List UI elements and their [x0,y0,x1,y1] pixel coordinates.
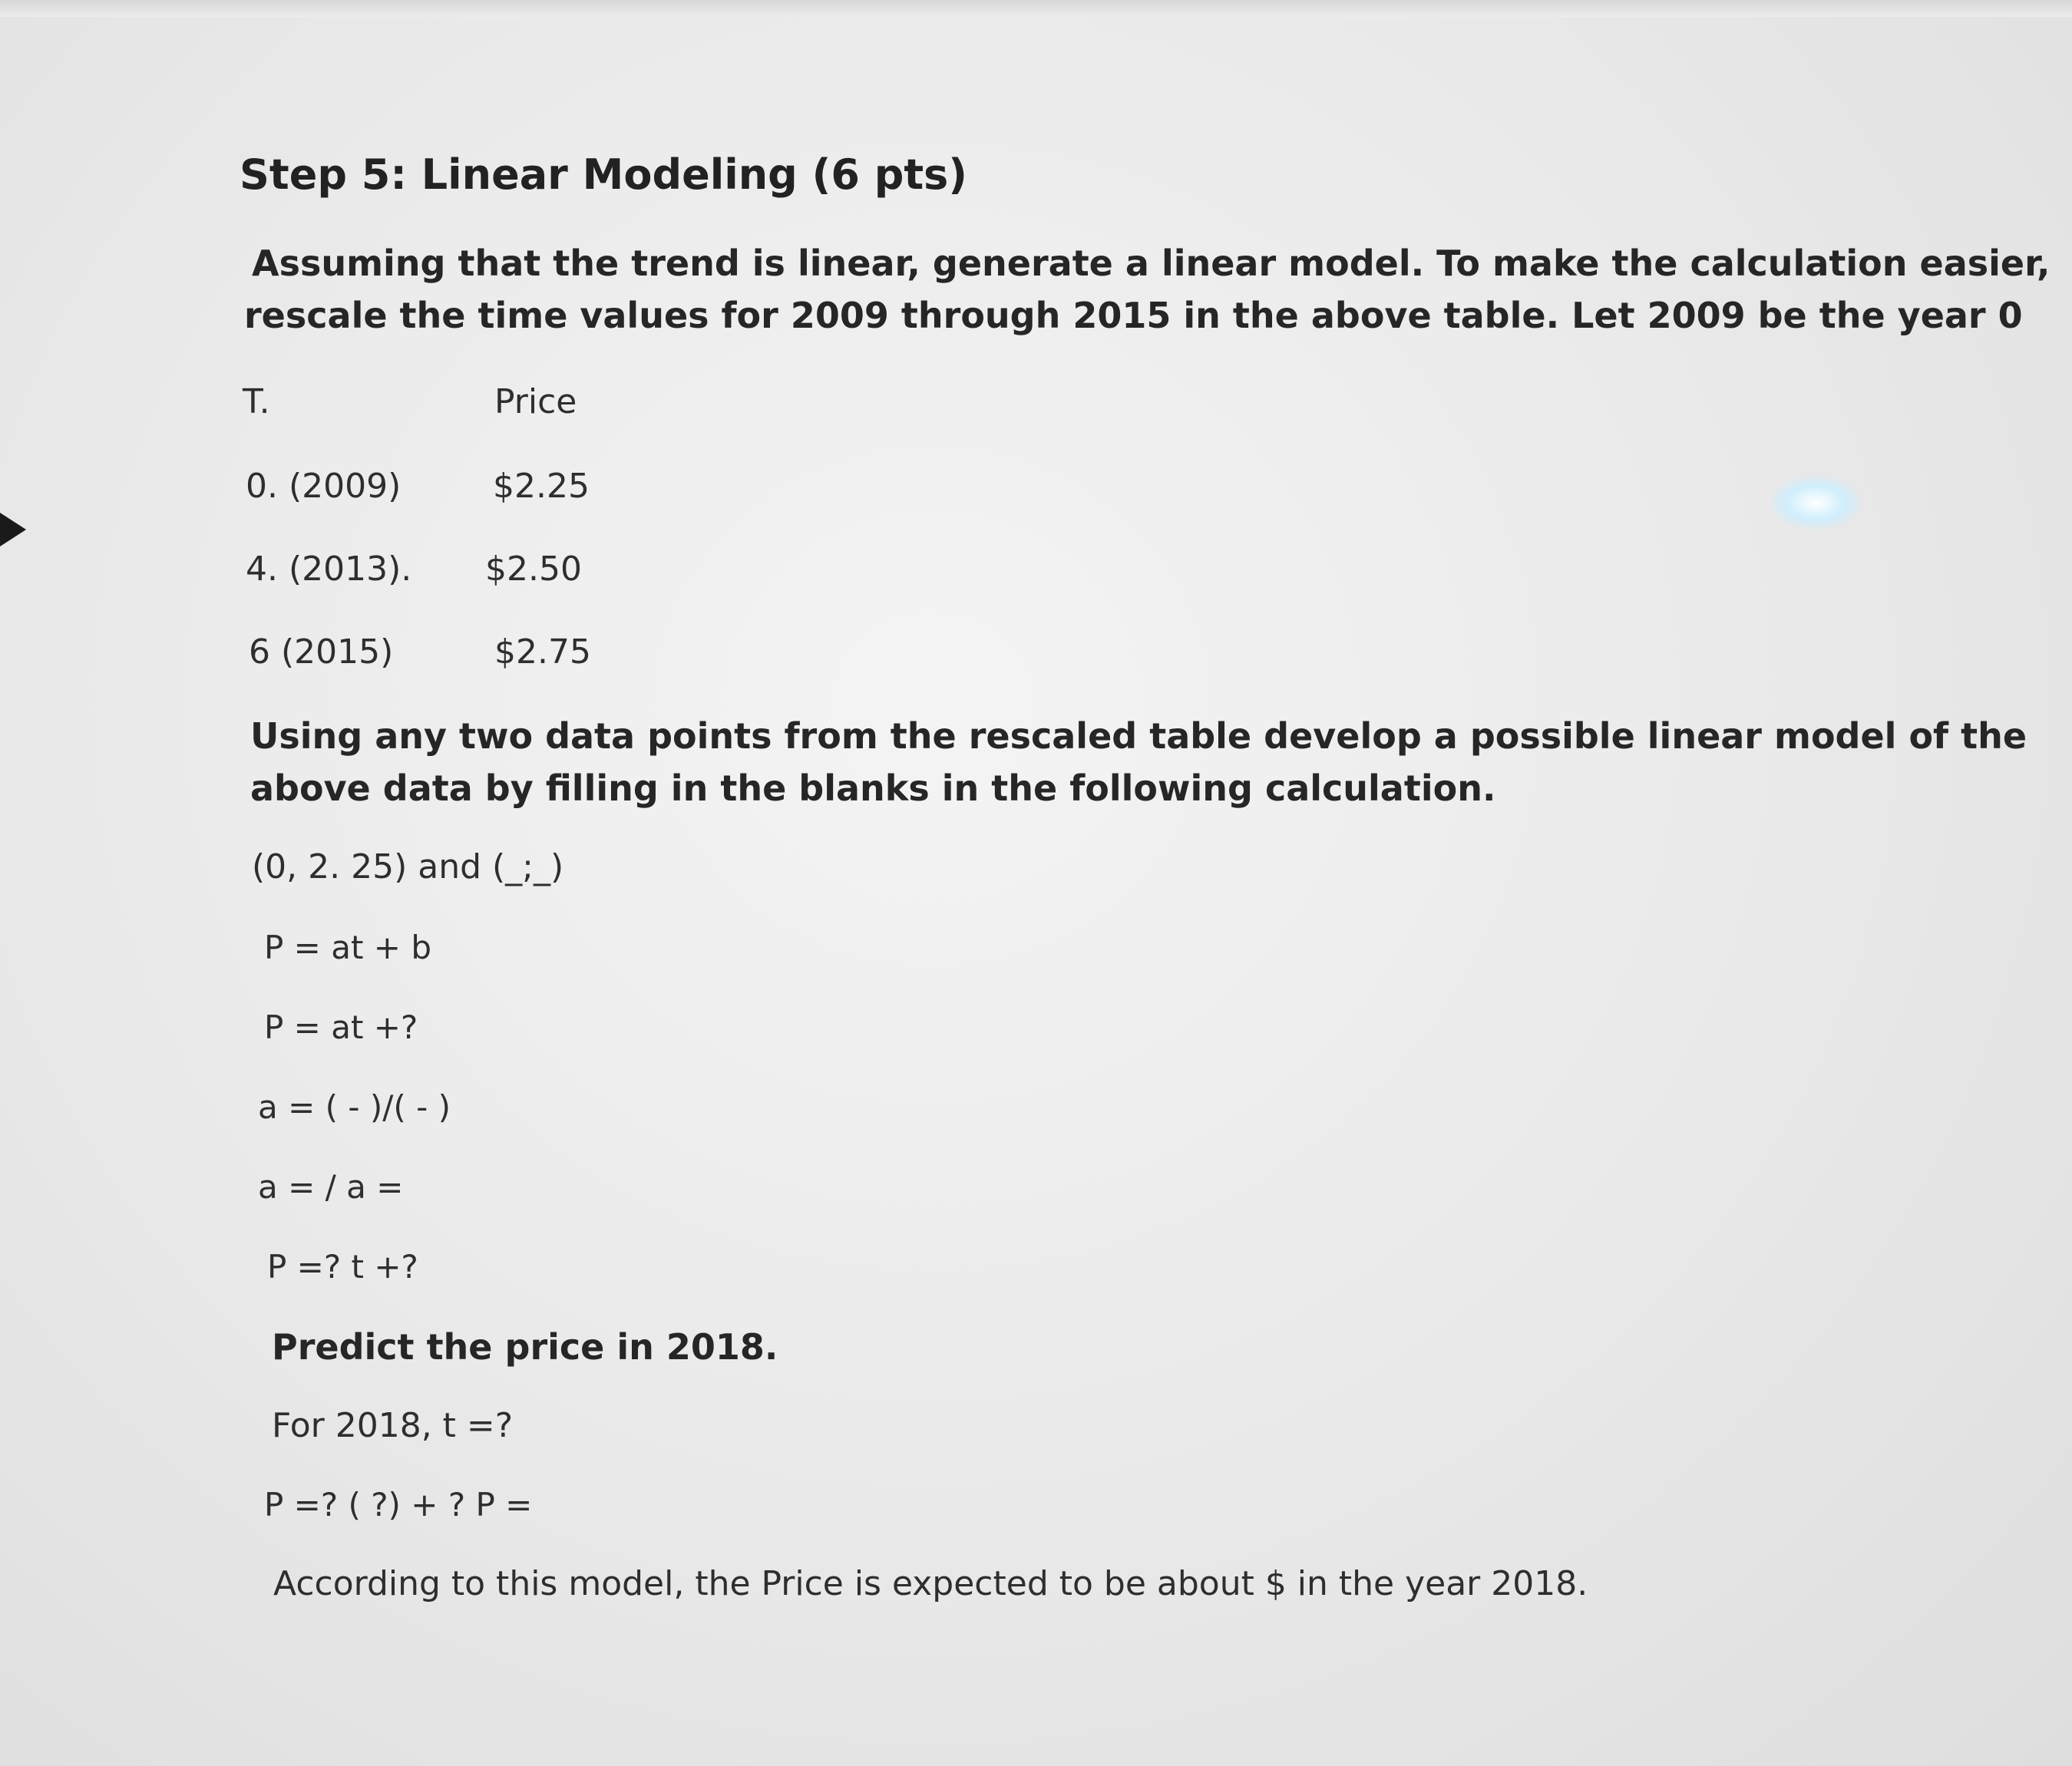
equation-line: P = at +? [264,1008,418,1046]
predict-heading: Predict the price in 2018. [272,1326,778,1368]
equation-line: P = at + b [264,929,431,966]
table-row-price: $2.25 [493,467,590,506]
points-line: (0, 2. 25) and (_;_) [252,847,564,886]
conclusion-line: According to this model, the Price is expected to be about $ in the year 2018. [273,1564,1588,1603]
mouse-pointer-icon [0,513,26,546]
document-page [230,138,2051,1673]
table-row-price: $2.50 [485,550,582,589]
for-2018-line: For 2018, t =? [272,1406,514,1445]
table-row-t: 4. (2013). [246,550,412,589]
intro-line-1: Assuming that the trend is linear, generate a linear model. To make the calculation easier, [252,243,2051,284]
page-title: Step 5: Linear Modeling (6 pts) [240,150,967,199]
equation-line: a = / a = [258,1168,404,1206]
instruction-line-2: above data by filling in the blanks in the following calculation. [250,767,1496,809]
equation-line: P =? t +? [267,1248,418,1286]
monitor-top-edge [0,0,2072,17]
table-header-price: Price [494,382,577,421]
price-calculation-line: P =? ( ?) + ? P = [264,1486,533,1523]
intro-line-2: rescale the time values for 2009 through 2015 in the above table. Let 2009 be the year 0 [244,295,2023,336]
equation-line: a = ( - )/( - ) [258,1088,451,1126]
instruction-line-1: Using any two data points from the rescaled table develop a possible linear model of the [250,715,2027,757]
table-row-t: 0. (2009) [246,467,402,506]
table-row-price: $2.75 [494,632,591,672]
table-header-t: T. [243,382,270,421]
table-row-t: 6 (2015) [249,632,394,672]
